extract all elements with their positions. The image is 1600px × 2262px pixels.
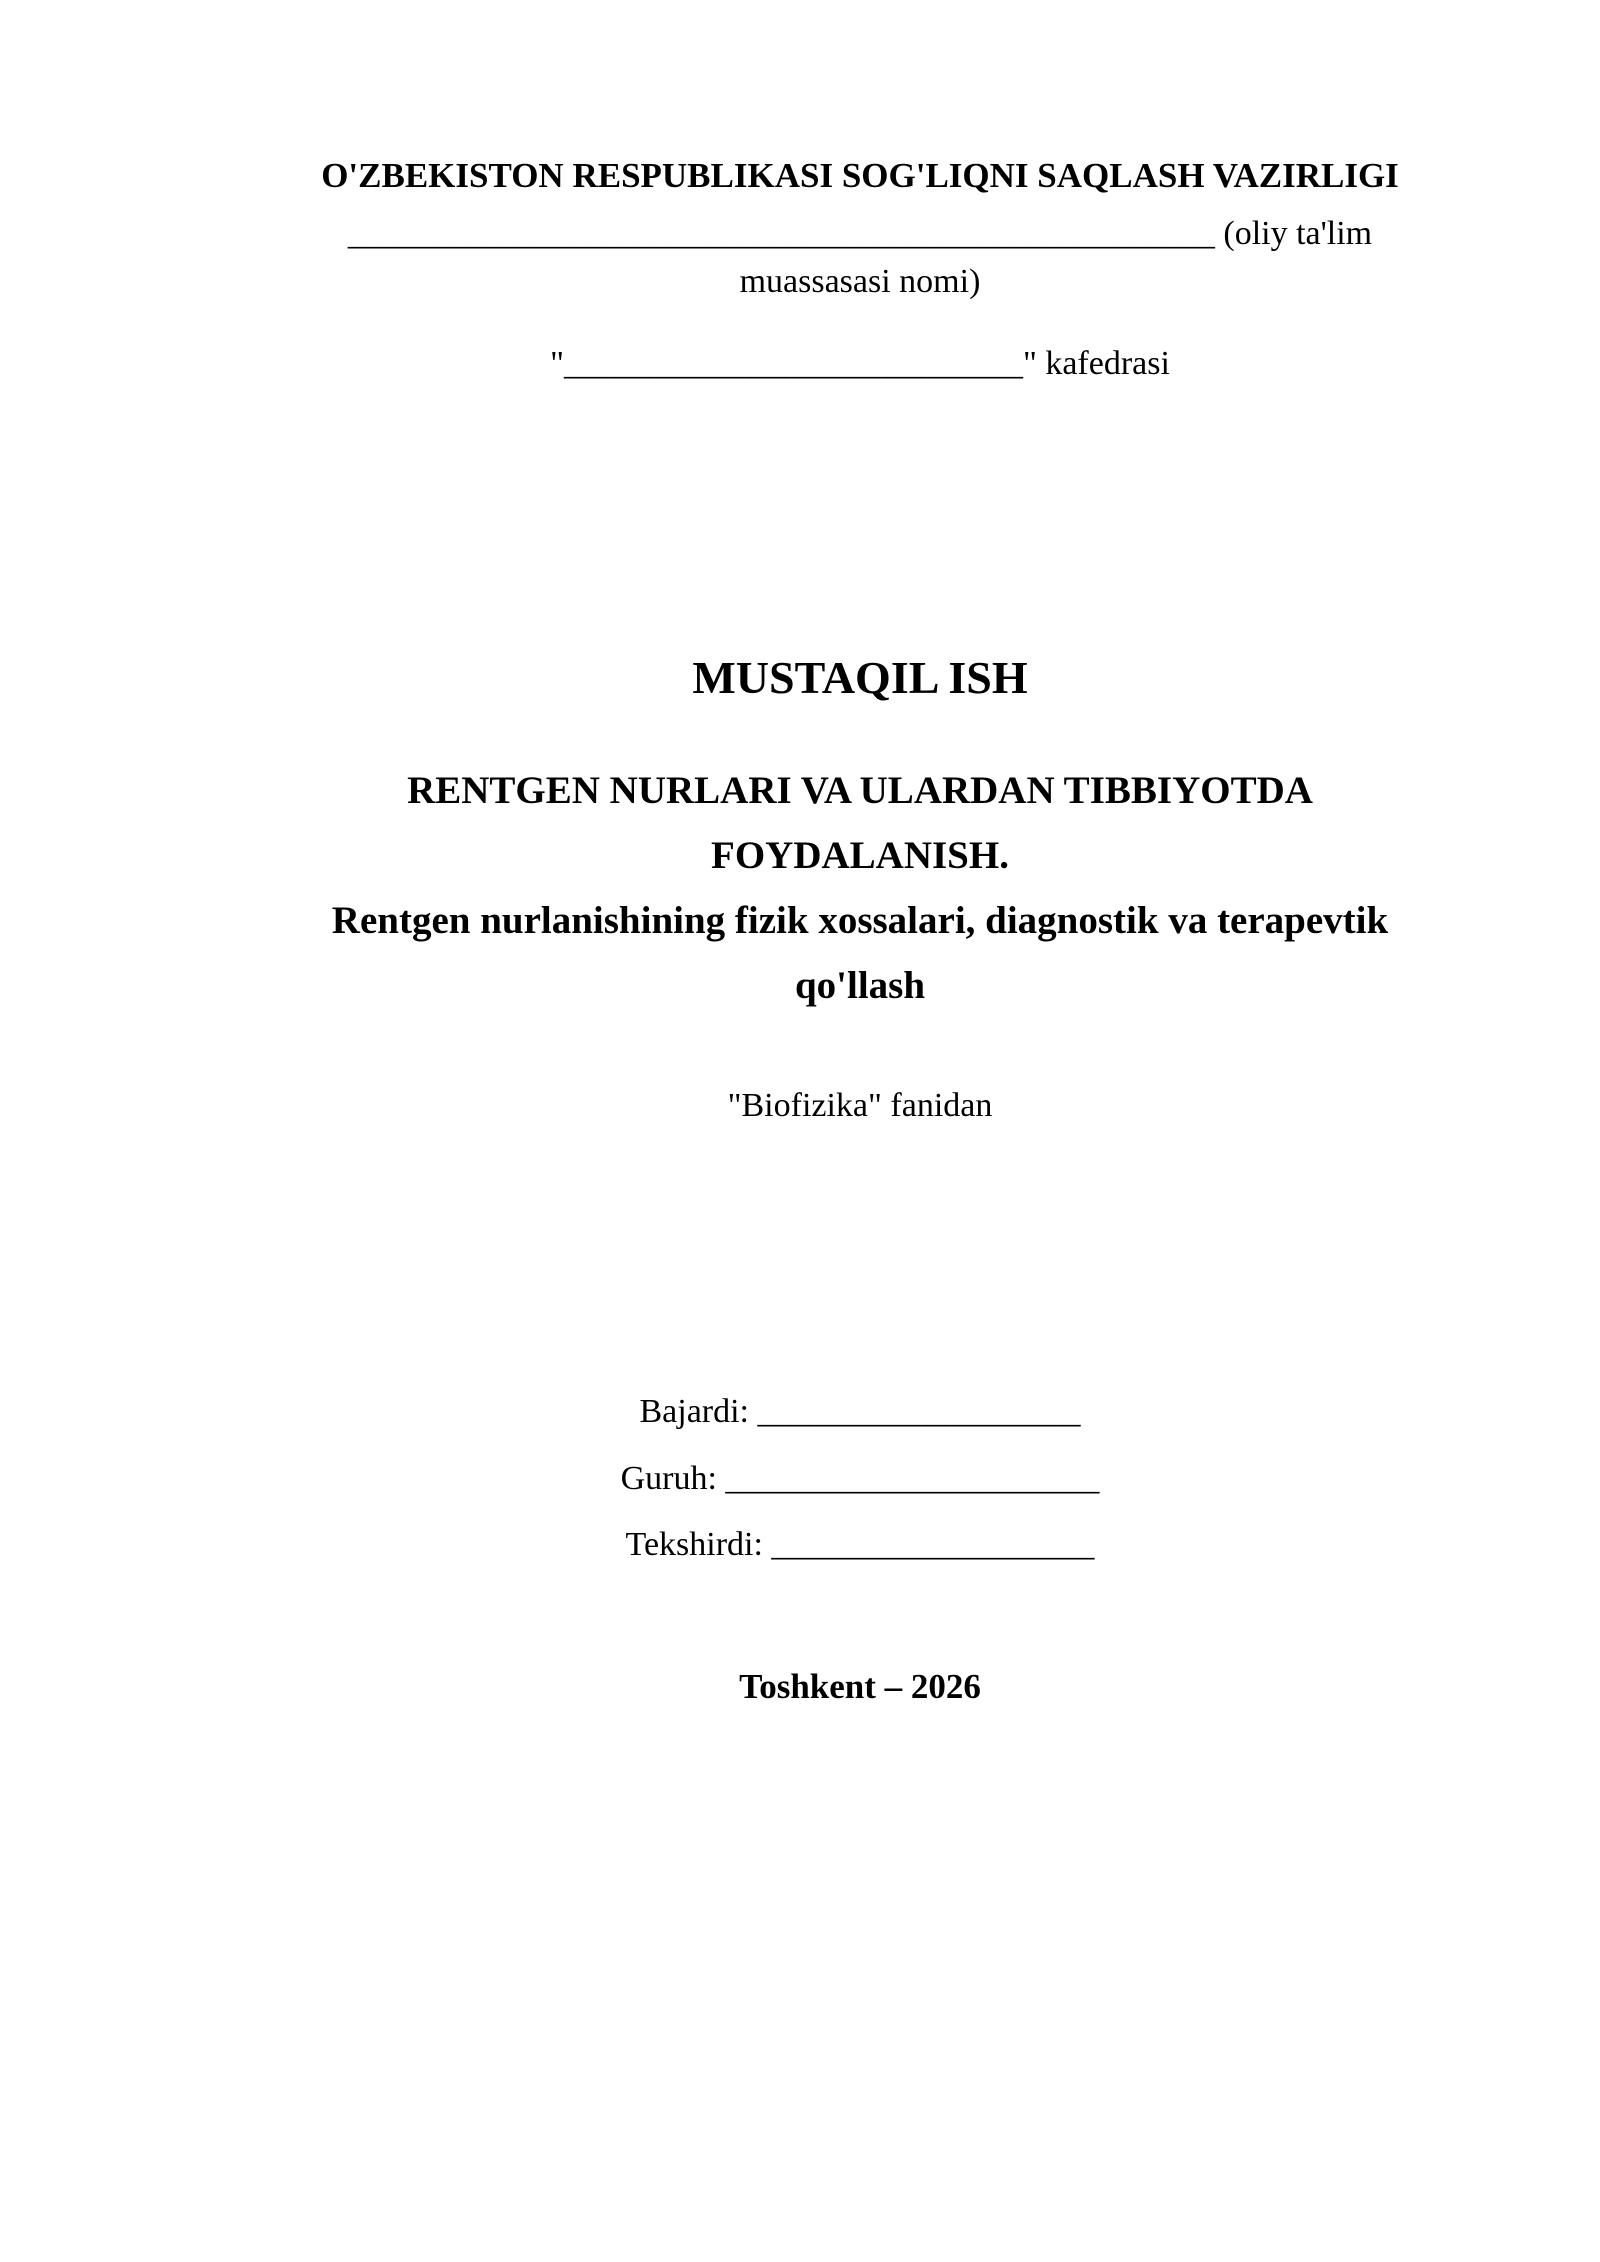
topic-line-3: Rentgen nurlanishining fizik xossalari, diagnostik va terapevtik xyxy=(331,899,1389,942)
ministry-name: O'ZBEKISTON RESPUBLIKASI SOG'LIQNI SAQLASH VAZIRLIGI xyxy=(321,156,1399,195)
city-year: Toshkent – 2026 xyxy=(739,1667,981,1706)
document-type: MUSTAQIL ISH xyxy=(692,652,1028,703)
done-by-field: Bajardi: ___________________ xyxy=(639,1393,1081,1430)
checked-by-field: Tekshirdi: ___________________ xyxy=(625,1526,1095,1563)
group-field: Guruh: ______________________ xyxy=(620,1460,1100,1497)
department-field: "___________________________" kafedrasi xyxy=(550,345,1170,382)
subject-name: "Biofizika" fanidan xyxy=(727,1087,993,1124)
topic-line-4: qo'llash xyxy=(794,964,926,1007)
institution-line-1: ___________________________________________________ (oliy ta'lim xyxy=(347,215,1373,252)
topic-line-1: RENTGEN NURLARI VA ULARDAN TIBBIYOTDA xyxy=(407,769,1313,812)
topic-line-2: FOYDALANISH. xyxy=(711,834,1009,877)
topic-title xyxy=(270,758,1450,1018)
institution-line-2: muassasasi nomi) xyxy=(739,263,981,300)
institution-name-field xyxy=(270,210,1450,306)
